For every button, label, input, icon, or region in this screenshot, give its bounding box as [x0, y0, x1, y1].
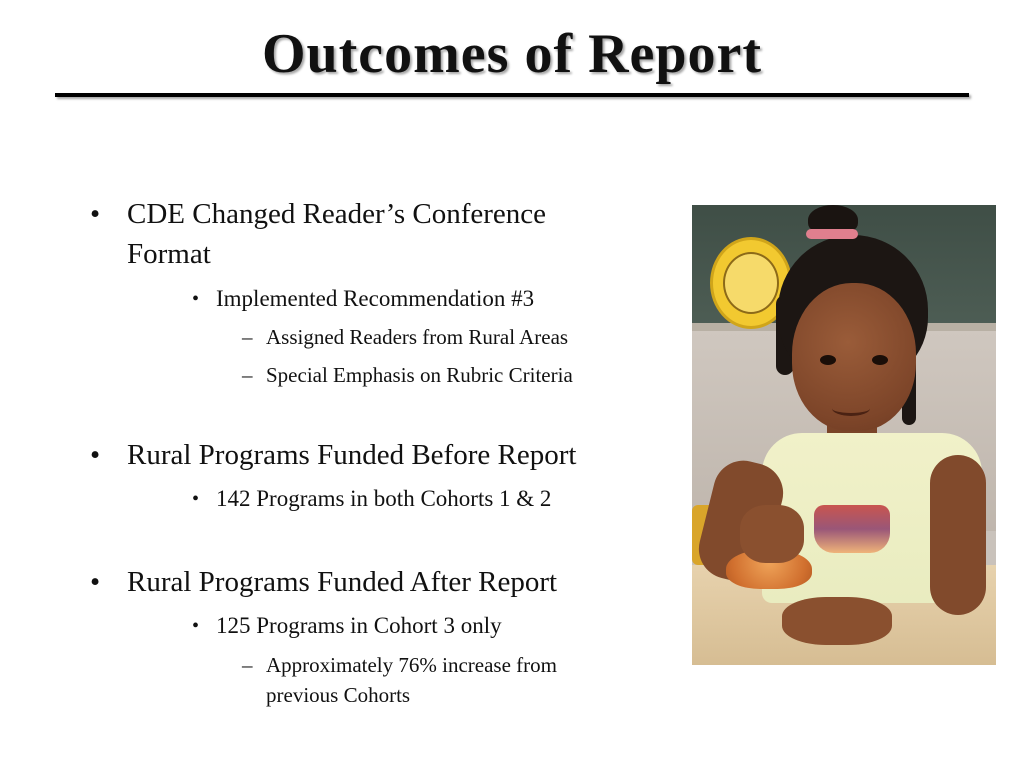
arm — [930, 455, 986, 615]
sub-bullet-marker: • — [192, 488, 200, 510]
photo-child-at-desk — [692, 205, 996, 665]
hair-band — [806, 229, 858, 239]
bullet-item-1-line1: CDE Changed Reader’s Conference — [127, 198, 547, 230]
sub-sub-bullet-1-1-1-text: Assigned Readers from Rural Areas — [266, 325, 569, 349]
sub-bullet-marker: • — [192, 615, 200, 637]
dash-marker: – — [242, 653, 253, 677]
bullet-item-2-text: Rural Programs Funded Before Report — [127, 439, 577, 471]
sub-sub-bullet-3-1-1-line2: previous Cohorts — [266, 683, 411, 707]
sub-bullet-marker: • — [192, 288, 200, 310]
shirt-print — [814, 505, 890, 553]
hand — [740, 505, 804, 563]
sub-bullet-2-1-text: 142 Programs in both Cohorts 1 & 2 — [216, 486, 552, 511]
sub-sub-bullet-1-1-2-text: Special Emphasis on Rubric Criteria — [266, 363, 573, 387]
sub-sub-bullet-3-1-1-line1: Approximately 76% increase from — [266, 653, 557, 677]
sub-bullet-3-1-text: 125 Programs in Cohort 3 only — [216, 613, 502, 638]
bullet-marker: • — [90, 566, 101, 598]
bullet-marker: • — [90, 198, 101, 230]
bullet-item-1-line2: Format — [127, 238, 211, 270]
sub-bullet-1-1-text: Implemented Recommendation #3 — [216, 286, 535, 311]
eye — [872, 355, 888, 365]
clock-face — [723, 252, 779, 314]
eye — [820, 355, 836, 365]
dash-marker: – — [242, 363, 253, 387]
slide-title: Outcomes of Report — [261, 23, 763, 85]
bullet-marker: • — [90, 439, 101, 471]
smile — [832, 401, 870, 416]
hand — [782, 597, 892, 645]
dash-marker: – — [242, 325, 253, 349]
bullet-item-3-text: Rural Programs Funded After Report — [127, 566, 558, 598]
